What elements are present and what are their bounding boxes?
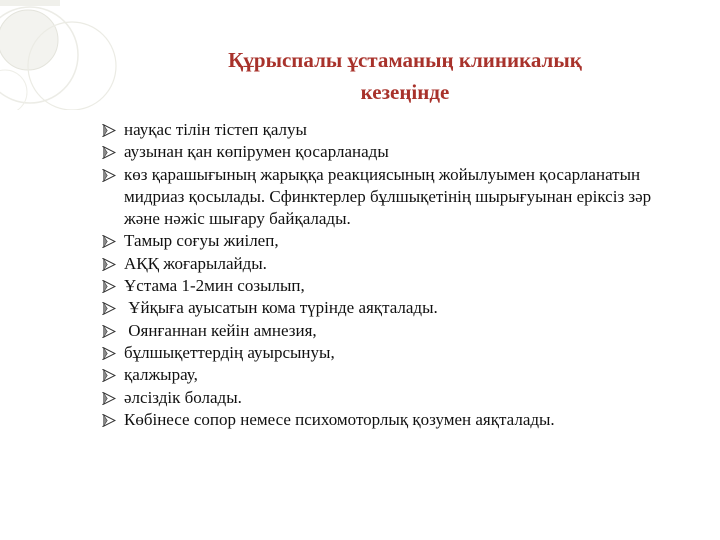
bullet-item — [102, 275, 662, 297]
arrow-bullet-icon — [102, 302, 116, 315]
slide-title — [140, 44, 670, 108]
arrow-bullet-icon — [102, 124, 116, 137]
bullet-item — [102, 230, 662, 252]
arrow-bullet-icon — [102, 347, 116, 360]
bullet-item — [102, 164, 662, 231]
bullet-list — [102, 119, 662, 431]
bullet-text: науқас тілін тістеп қалуы — [124, 120, 307, 139]
bullet-item — [102, 253, 662, 275]
bullet-item — [102, 364, 662, 386]
bullet-item — [102, 387, 662, 409]
bullet-text: аузынан қан көпірумен қосарланады — [124, 142, 389, 162]
bullet-text: АҚҚ жоғарылайды. — [124, 253, 267, 273]
bullet-text: Оянғаннан кейін амнезия, — [124, 320, 317, 340]
bullet-text: Көбінесе сопор немесе психомоторлық қозумен аяқталады. — [124, 409, 555, 429]
decorative-circles — [0, 0, 140, 110]
bullet-text: бұлшықеттердің ауырсынуы, — [124, 342, 335, 362]
bullet-text: көз қарашығының жарыққа реакциясының жойылуымен қосарланатын мидриаз қосылады. Сфинктерлер бұлшықетінің шырығуынан еріксіз зәр және нәжіс шығару байқалады. — [124, 164, 652, 229]
bullet-item — [102, 342, 662, 364]
arrow-bullet-icon — [102, 392, 116, 405]
arrow-bullet-icon — [102, 414, 116, 427]
arrow-bullet-icon — [102, 280, 116, 293]
bullet-text: Тамыр соғуы жиілеп, — [124, 231, 279, 251]
bullet-text: Ұстама 1-2мин созылып, — [124, 276, 305, 296]
bullet-item — [102, 297, 662, 319]
arrow-bullet-icon — [102, 258, 116, 271]
arrow-bullet-icon — [102, 169, 116, 182]
arrow-bullet-icon — [102, 325, 116, 338]
bullet-item — [102, 409, 662, 431]
bullet-item — [102, 119, 662, 141]
arrow-bullet-icon — [102, 146, 116, 159]
title-line-2: кезеңінде — [360, 80, 450, 104]
arrow-bullet-icon — [102, 235, 116, 248]
bullet-item — [102, 141, 662, 163]
bullet-text: әлсіздік болады. — [124, 387, 242, 407]
bullet-text: Ұйқыға ауысатын кома түрінде аяқталады. — [124, 298, 438, 318]
bullet-item — [102, 320, 662, 342]
bullet-text: қалжырау, — [124, 365, 198, 385]
title-line-1: Құрыспалы ұстаманың клиникалық — [228, 48, 582, 72]
arrow-bullet-icon — [102, 369, 116, 382]
